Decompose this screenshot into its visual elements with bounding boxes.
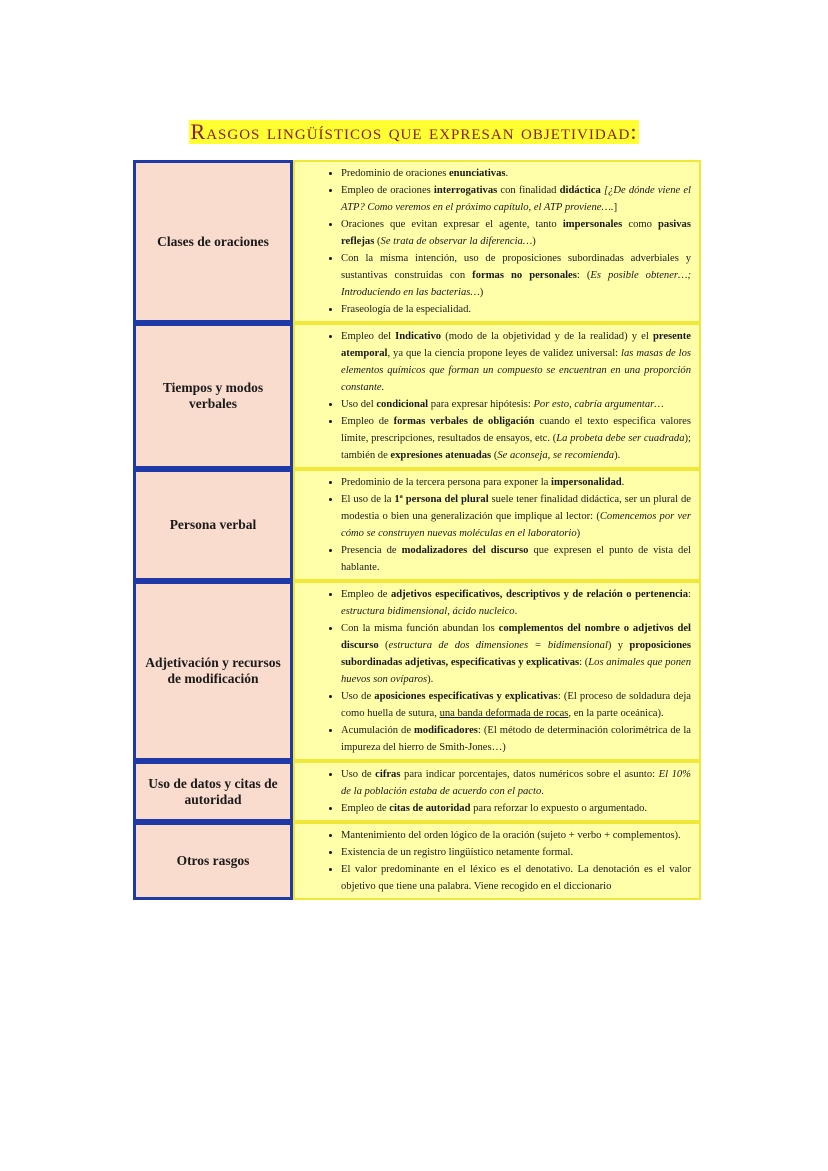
rasgos-table [133,160,701,900]
list-item: • Acumulación de modificadores: (El método de determinación colorimétrica de la impureza del hierro de Smith-Jones…) [341,722,691,756]
table-row-otros [133,822,701,900]
list-item: • Empleo de oraciones interrogativas con finalidad didáctica [¿De dónde viene el ATP? Como veremos en el próximo capítulo, el ATP proviene….] [341,182,691,216]
table-row-tiempos [133,323,701,469]
title-wrap [0,120,828,144]
list-item: • Existencia de un registro lingüístico netamente formal. [341,844,691,861]
list-item: • Uso de aposiciones especificativas y explicativas: (El proceso de soldadura deja como huella de sutura, una banda deformada de rocas, en la parte oceánica). [341,688,691,722]
list-item: • El valor predominante en el léxico es el denotativo. La denotación es el valor objetivo que tiene una palabra. Viene recogido en el diccionario [341,861,691,895]
table-row-persona [133,469,701,581]
row-content [293,469,701,581]
row-content [293,323,701,469]
row-label: Clases de oraciones [133,160,293,323]
row-content [293,761,701,822]
row-label: Adjetivación y recursos de modificación [133,581,293,761]
row-label: Otros rasgos [133,822,293,900]
list-item: • Empleo de formas verbales de obligación cuando el texto especifica valores límite, prescripciones, resultados de ensayos, etc. (La probeta debe ser cuadrada); también de expresiones atenuadas (Se aconseja, se recomienda). [341,413,691,464]
list-item: • Predominio de la tercera persona para exponer la impersonalidad. [341,474,691,491]
list-item: • Empleo de citas de autoridad para reforzar lo expuesto o argumentado. [341,800,691,817]
list-item: • Uso del condicional para expresar hipótesis: Por esto, cabría argumentar… [341,396,691,413]
list-item: • Mantenimiento del orden lógico de la oración (sujeto + verbo + complementos). [341,827,691,844]
row-label: Uso de datos y citas de autoridad [133,761,293,822]
page-title: Rasgos lingüísticos que expresan objetividad: [190,119,638,144]
table-row-datos [133,761,701,822]
row-label: Persona verbal [133,469,293,581]
list-item: • Presencia de modalizadores del discurso que expresen el punto de vista del hablante. [341,542,691,576]
list-item: • Uso de cifras para indicar porcentajes, datos numéricos sobre el asunto: El 10% de la población estaba de acuerdo con el pacto. [341,766,691,800]
list-item: • Con la misma función abundan los complementos del nombre o adjetivos del discurso (estructura de dos dimensiones = bidimensional) y proposiciones subordinadas adjetivas, especificativas y explicativas: (Los animales que ponen huevos son ovíparos). [341,620,691,688]
list-item: • Empleo de adjetivos especificativos, descriptivos y de relación o pertenencia: estructura bidimensional, ácido nucleico. [341,586,691,620]
table-row-clases [133,160,701,323]
row-content [293,160,701,323]
list-item: • Predominio de oraciones enunciativas. [341,165,691,182]
list-item: • Con la misma intención, uso de proposiciones subordinadas adverbiales y sustantivas construidas con formas no personales: (Es posible obtener…; Introduciendo en las bacterias…) [341,250,691,301]
row-content [293,822,701,900]
list-item: • Oraciones que evitan expresar el agente, tanto impersonales como pasivas reflejas (Se trata de observar la diferencia…) [341,216,691,250]
list-item: • Empleo del Indicativo (modo de la objetividad y de la realidad) y el presente atemporal, ya que la ciencia propone leyes de validez universal: las masas de los elementos químicos que forman un compuesto se encuentran en una proporción constante. [341,328,691,396]
row-label: Tiempos y modos verbales [133,323,293,469]
list-item: • Fraseología de la especialidad. [341,301,691,318]
table-row-adjetivacion [133,581,701,761]
list-item: • El uso de la 1ª persona del plural suele tener finalidad didáctica, ser un plural de modestia o bien una generalización que implique al lector: (Comencemos por ver cómo se construyen nuevas moléculas en el laboratorio) [341,491,691,542]
row-content [293,581,701,761]
